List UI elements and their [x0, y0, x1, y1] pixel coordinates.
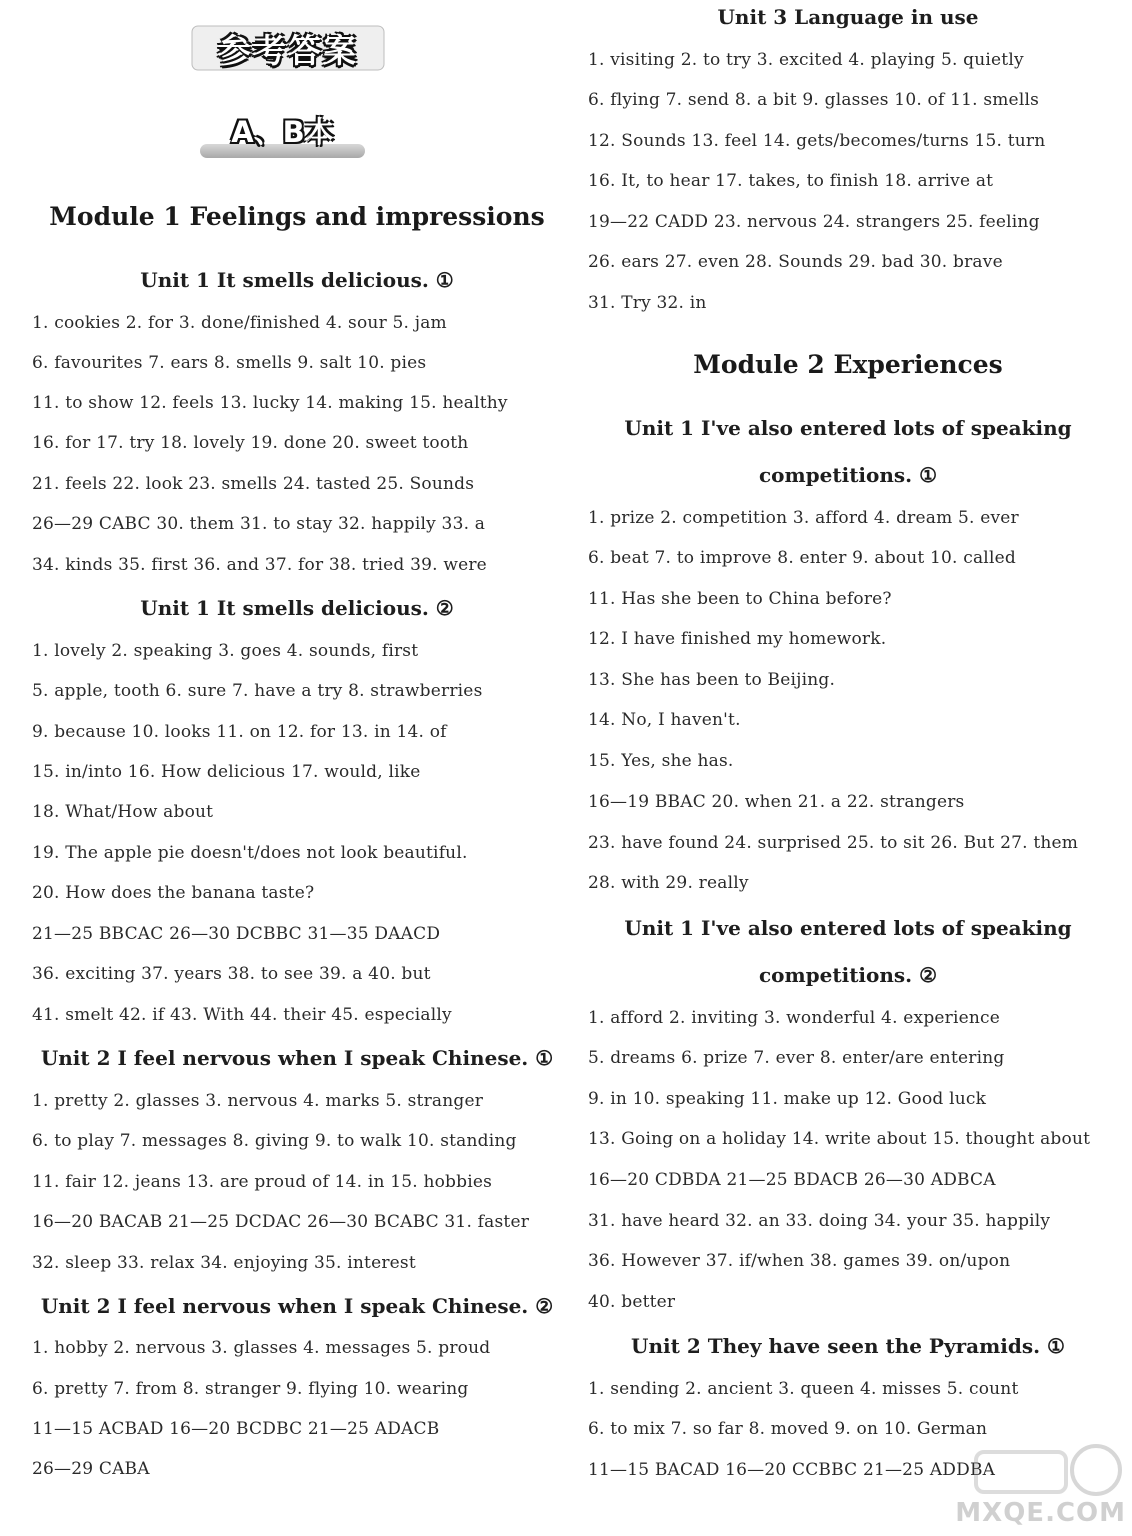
m2-unit-1-part-1-title-line1: Unit 1 I've also entered lots of speaking	[624, 416, 1072, 440]
site-watermark	[956, 1432, 1126, 1532]
answer-line: 19. The apple pie doesn't/does not look beautiful.	[32, 843, 468, 863]
answer-line: 1. pretty 2. glasses 3. nervous 4. marks 5. stranger	[32, 1091, 484, 1111]
banner-title: 参考答案	[218, 30, 358, 70]
answer-line: 26—29 CABA	[32, 1459, 150, 1479]
answer-line: 15. in/into 16. How delicious 17. would, like	[32, 762, 421, 782]
answer-line: 5. dreams 6. prize 7. ever 8. enter/are entering	[588, 1048, 1005, 1068]
answer-line: 1. visiting 2. to try 3. excited 4. playing 5. quietly	[588, 50, 1024, 70]
answer-line: 13. Going on a holiday 14. write about 15. thought about	[588, 1129, 1091, 1149]
answer-line: 19—22 CADD 23. nervous 24. strangers 25. feeling	[588, 212, 1040, 232]
answer-line: 16. It, to hear 17. takes, to finish 18. arrive at	[588, 171, 994, 191]
answer-line: 14. No, I haven't.	[588, 710, 741, 730]
answer-line: 1. afford 2. inviting 3. wonderful 4. experience	[588, 1008, 1001, 1028]
answer-line: 16. for 17. try 18. lovely 19. done 20. sweet tooth	[32, 433, 469, 453]
answer-line: 6. flying 7. send 8. a bit 9. glasses 10. of 11. smells	[588, 90, 1040, 110]
answer-line: 40. better	[588, 1292, 676, 1312]
answer-line: 36. exciting 37. years 38. to see 39. a 40. but	[32, 964, 431, 984]
answer-line: 16—20 BACAB 21—25 DCDAC 26—30 BCABC 31. faster	[32, 1212, 530, 1232]
answer-line: 11. to show 12. feels 13. lucky 14. making 15. healthy	[32, 393, 508, 413]
module-2-title: Module 2 Experiences	[693, 350, 1003, 379]
answer-line: 1. lovely 2. speaking 3. goes 4. sounds, first	[32, 641, 419, 661]
answer-line: 6. to mix 7. so far 8. moved 9. on 10. German	[588, 1419, 988, 1439]
watermark-text: MXQE.COM	[955, 1498, 1126, 1528]
answer-key-banner	[190, 22, 386, 74]
answer-line: 5. apple, tooth 6. sure 7. have a try 8. strawberries	[32, 681, 483, 701]
unit-1-part-1-title: Unit 1 It smells delicious. ①	[140, 268, 454, 292]
answer-line: 1. hobby 2. nervous 3. glasses 4. messages 5. proud	[32, 1338, 491, 1358]
answer-line: 31. Try 32. in	[588, 293, 707, 313]
answer-line: 9. in 10. speaking 11. make up 12. Good luck	[588, 1089, 987, 1109]
badge-title: A、B本	[231, 115, 334, 149]
answer-line: 26—29 CABC 30. them 31. to stay 32. happily 33. a	[32, 514, 486, 534]
answer-line: 1. prize 2. competition 3. afford 4. dream 5. ever	[588, 508, 1019, 528]
m2-unit-1-part-1-title-line2: competitions. ①	[758, 463, 938, 487]
answer-line: 23. have found 24. surprised 25. to sit 26. But 27. them	[588, 833, 1079, 853]
answer-line: 1. sending 2. ancient 3. queen 4. misses 5. count	[588, 1379, 1019, 1399]
ab-book-badge	[200, 108, 365, 156]
answer-line: 21. feels 22. look 23. smells 24. tasted 25. Sounds	[32, 474, 475, 494]
answer-line: 21—25 BBCAC 26—30 DCBBC 31—35 DAACD	[32, 924, 441, 944]
answer-line: 6. beat 7. to improve 8. enter 9. about 10. called	[588, 548, 1016, 568]
answer-line: 26. ears 27. even 28. Sounds 29. bad 30. brave	[588, 252, 1003, 272]
answer-line: 11—15 ACBAD 16—20 BCDBC 21—25 ADACB	[32, 1419, 440, 1439]
unit-2-part-2-title: Unit 2 I feel nervous when I speak Chinese. ②	[40, 1294, 554, 1318]
answer-line: 6. pretty 7. from 8. stranger 9. flying 10. wearing	[32, 1379, 469, 1399]
m2-unit-1-part-2-title-line2: competitions. ②	[758, 963, 938, 987]
unit-3-title: Unit 3 Language in use	[717, 5, 979, 29]
answer-line: 15. Yes, she has.	[588, 751, 734, 771]
answer-line: 16—19 BBAC 20. when 21. a 22. strangers	[588, 792, 965, 812]
answer-line: 6. to play 7. messages 8. giving 9. to walk 10. standing	[32, 1131, 517, 1151]
answer-line: 13. She has been to Beijing.	[588, 670, 836, 690]
answer-line: 12. I have finished my homework.	[588, 629, 887, 649]
answer-line: 12. Sounds 13. feel 14. gets/becomes/turns 15. turn	[588, 131, 1046, 151]
unit-1-part-2-title: Unit 1 It smells delicious. ②	[140, 596, 454, 620]
answer-line: 11. Has she been to China before?	[588, 589, 892, 609]
m2-unit-1-part-2-title-line1: Unit 1 I've also entered lots of speaking	[624, 916, 1072, 940]
answer-line: 32. sleep 33. relax 34. enjoying 35. interest	[32, 1253, 416, 1273]
answer-line: 16—20 CDBDA 21—25 BDACB 26—30 ADBCA	[588, 1170, 996, 1190]
answer-line: 1. cookies 2. for 3. done/finished 4. sour 5. jam	[32, 313, 447, 333]
module-1-title: Module 1 Feelings and impressions	[49, 202, 545, 231]
answer-line: 18. What/How about	[32, 802, 214, 822]
answer-line: 9. because 10. looks 11. on 12. for 13. in 14. of	[32, 722, 447, 742]
unit-2-part-1-title: Unit 2 I feel nervous when I speak Chinese. ①	[40, 1046, 554, 1070]
answer-line: 28. with 29. really	[588, 873, 749, 893]
answer-line: 11—15 BACAD 16—20 CCBBC 21—25 ADDBA	[588, 1460, 996, 1480]
m2-unit-2-title: Unit 2 They have seen the Pyramids. ①	[631, 1334, 1065, 1358]
answer-line: 20. How does the banana taste?	[32, 883, 315, 903]
answer-line: 31. have heard 32. an 33. doing 34. your 35. happily	[588, 1211, 1051, 1231]
answer-line: 6. favourites 7. ears 8. smells 9. salt 10. pies	[32, 353, 427, 373]
answer-line: 41. smelt 42. if 43. With 44. their 45. especially	[32, 1005, 452, 1025]
answer-line: 34. kinds 35. first 36. and 37. for 38. tried 39. were	[32, 555, 487, 575]
answer-line: 36. However 37. if/when 38. games 39. on/upon	[588, 1251, 1011, 1271]
answer-line: 11. fair 12. jeans 13. are proud of 14. in 15. hobbies	[32, 1172, 493, 1192]
